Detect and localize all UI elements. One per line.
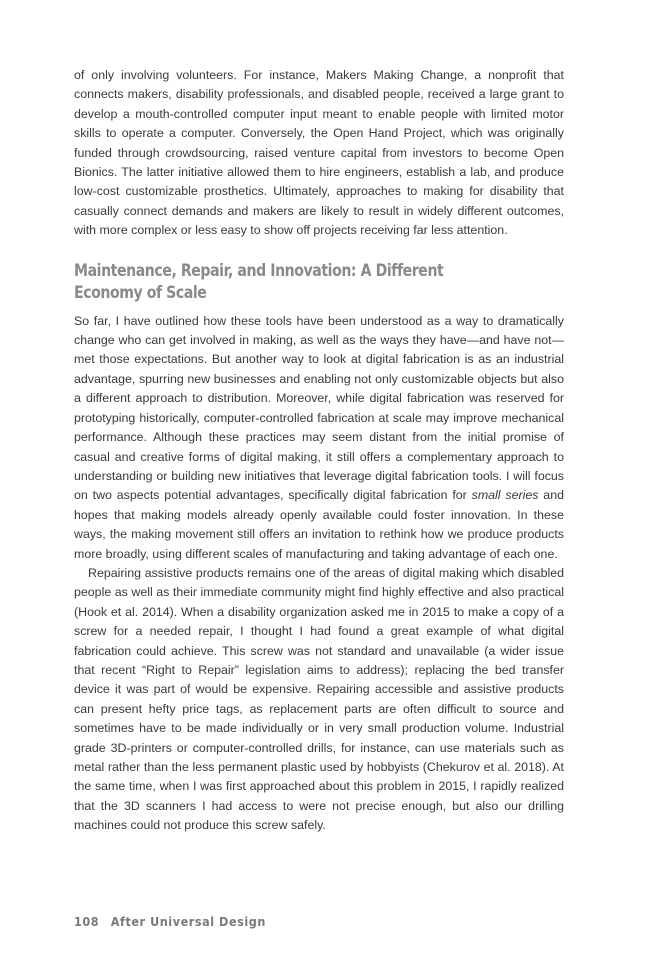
paragraph-repair: Repairing assistive products remains one of the areas of digital making which disabled people as well as their immediate community might find highly effective and also practical (Hook et al. 2014). When a disability organization asked me in 2015 to make a copy of a screw for a needed repair, I thought I had found a great example of what digital fabrication could achieve. This screw was not standard and unavailable (a wider issue that recent “Right to Repair” legislation aims to address); replacing the bed transfer device it was part of would be expensive. Repairing accessible and assistive products can present hefty price tags, as replacement parts are often difficult to source and sometimes have to be made individually or in very small production volume. Industrial grade 3D-printers or computer-controlled drills, for instance, can use materials such as metal rather than the less permanent plastic used by hobbyists (Chekurov et al. 2018). At the same time, when I was first approached about this problem in 2015, I rapidly realized that the 3D scanners I had access to were not precise enough, but also our drilling machines could not produce this screw safely. <box>74 565 564 833</box>
section-heading <box>74 260 556 304</box>
page-body <box>74 66 564 836</box>
running-title: After Universal Design <box>110 914 266 929</box>
page-number: 108 <box>74 914 100 929</box>
paragraph-opening: of only involving volunteers. For instance, Makers Making Change, a nonprofit that connects makers, disability professionals, and disabled people, received a large grant to develop a mouth-controlled computer input meant to enable people with limited motor skills to operate a computer. Conversely, the Open Hand Project, which was originally funded through crowdsourcing, raised venture capital from investors to become Open Bionics. The latter initiative allowed them to hire engineers, establish a lab, and produce low-cost customizable prosthetics. Ultimately, approaches to making for disability that casually connect demands and makers are likely to result in widely different outcomes, with more complex or less easy to show off projects receiving far less attention. <box>74 68 564 238</box>
page-footer <box>74 914 266 929</box>
paragraph-text: and hopes that making models already openly available could foster innovation. In these ways, the making movement still offers an invitation to rethink how we produce products more broadly, using different scales of manufacturing and taking advantage of each one. <box>74 488 564 561</box>
section-heading-line-1: Maintenance, Repair, and Innovation: A Different <box>74 260 444 280</box>
emphasis-term: small series <box>471 488 539 503</box>
section-heading-line-2: Economy of Scale <box>74 282 207 302</box>
paragraph-text: So far, I have outlined how these tools have been understood as a way to dramatically change who can get involved in making, as well as the ways they have—and have not—met those expectations. But another way to look at digital fabrication is as an industrial advantage, spurring new businesses and enabling not only customizable objects but also a different approach to distribution. Moreover, while digital fabrication was reserved for prototyping historically, computer-controlled fabrication at scale may improve mechanical performance. Although these practices may seem distant from the initial promise of casual and creative forms of digital making, it still offers a complementary approach to understanding or building new initiatives that leverage digital fabrication tools. I will focus on two aspects potential advantages, specifically digital fabrication for <box>74 313 564 503</box>
paragraph-section-intro <box>74 312 564 564</box>
